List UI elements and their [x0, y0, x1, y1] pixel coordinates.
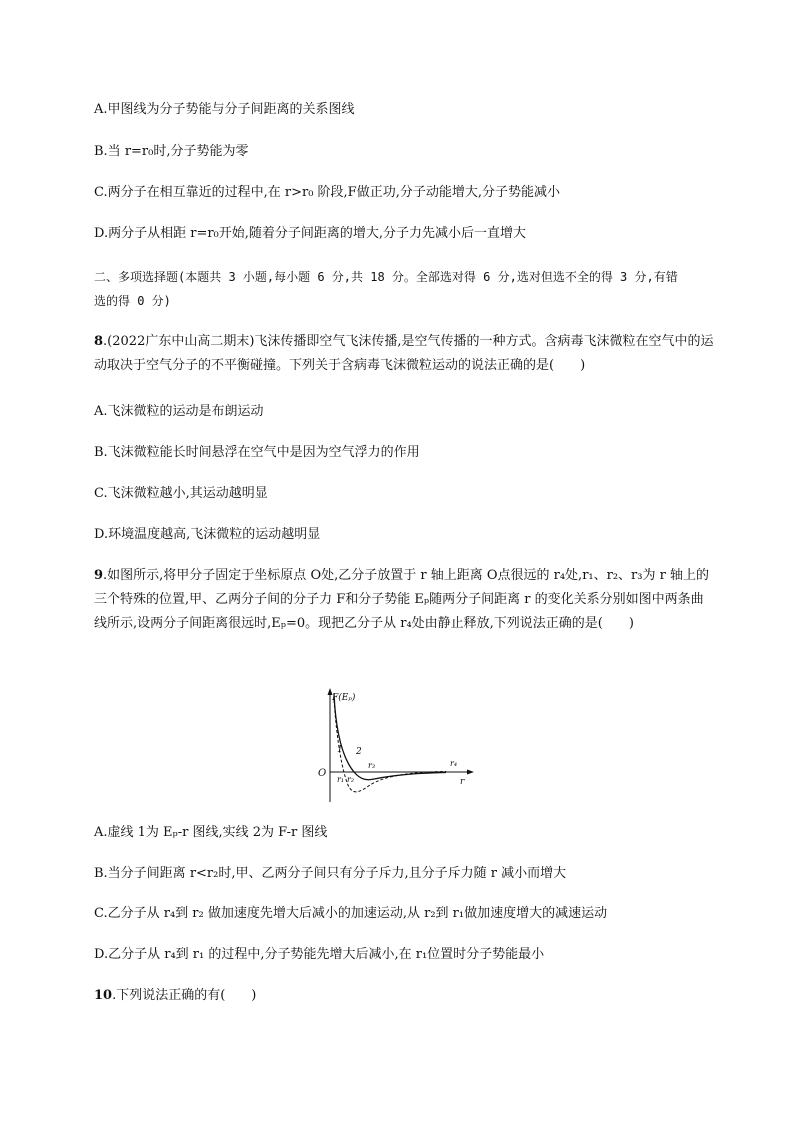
r2-label: r₂ [347, 775, 355, 784]
x-axis-arrow [467, 770, 474, 775]
q9-stem-text: .如图所示,将甲分子固定于坐标原点 O处,乙分子放置于 r 轴上距离 O点很远的 r₄处,r₁、r₂、r₃为 r 轴上的三个特殊的位置,甲、乙两分子间的分子力 F和分子势能 Eₚ随两分子间距离 r 的变化关系分别如图中两条曲线所示,设两分子间距离很远时,Eₚ=0。现把乙分子从 r₄处由静止释放,下列说法正确的是( ) [94, 568, 709, 631]
q8-option-d: D.环境温度越高,飞沫微粒的运动越明显 [94, 527, 321, 542]
x-axis-label: r [460, 777, 465, 787]
r1-label: r₁ [337, 775, 345, 784]
q10-number: 10 [94, 988, 113, 1003]
q7-option-a: A.甲图线为分子势能与分子间距离的关系图线 [94, 102, 355, 117]
q10-stem-text: .下列说法正确的有( ) [112, 988, 257, 1003]
q9-number: 9 [94, 568, 104, 583]
q8-option-b: B.飞沫微粒能长时间悬浮在空气中是因为空气浮力的作用 [94, 445, 420, 460]
q9-option-d: D.乙分子从 r₄到 r₁ 的过程中,分子势能先增大后减小,在 r₁位置时分子势能最小 [94, 947, 545, 962]
curve-1-label: 1 [337, 745, 343, 755]
q8-stem-text: .(2022广东中山高二期末)飞沫传播即空气飞沫传播,是空气传播的一种方式。含病毒飞沫微粒在空气中的运动取决于空气分子的不平衡碰撞。下列关于含病毒飞沫微粒运动的说法正确的是( ) [94, 334, 714, 373]
origin-label: O [318, 768, 327, 779]
q9-option-c: C.乙分子从 r₄到 r₂ 做加速度先增大后减小的加速运动,从 r₂到 r₁做加速度增大的减速运动 [94, 906, 608, 921]
section2-title-line1: 二、多项选择题(本题共 3 小题,每小题 6 分,共 18 分。全部选对得 6 分,选对但选不全的得 3 分,有错 [94, 270, 678, 284]
q8-option-a: A.飞沫微粒的运动是布朗运动 [94, 404, 264, 419]
r4-label: r₄ [450, 759, 458, 768]
curve-2-solid [334, 694, 446, 780]
q7-option-c: C.两分子在相互靠近的过程中,在 r>r₀ 阶段,F做正功,分子动能增大,分子势能减小 [94, 185, 560, 200]
q7-option-b: B.当 r=r₀时,分子势能为零 [94, 144, 249, 159]
curve-2-label: 2 [356, 747, 362, 757]
q7-option-d: D.两分子从相距 r=r₀开始,随着分子间距离的增大,分子力先减小后一直增大 [94, 226, 527, 241]
q8-option-c: C.飞沫微粒越小,其运动越明显 [94, 486, 268, 501]
y-axis-label: F(Eₚ) [332, 693, 356, 703]
q8-stem [94, 330, 714, 378]
q8-number: 8 [94, 334, 104, 349]
r3-label: r₃ [368, 761, 376, 770]
q9-stem [94, 564, 714, 636]
q9-option-a: A.虚线 1为 Eₚ-r 图线,实线 2为 F-r 图线 [94, 825, 328, 840]
q9-option-b: B.当分子间距离 r<r₂时,甲、乙两分子间只有分子斥力,且分子斥力随 r 减小而增大 [94, 866, 567, 881]
q9-figure [318, 686, 478, 804]
q10-stem [94, 988, 714, 1004]
section2-title-line2: 选的得 0 分) [94, 294, 171, 308]
